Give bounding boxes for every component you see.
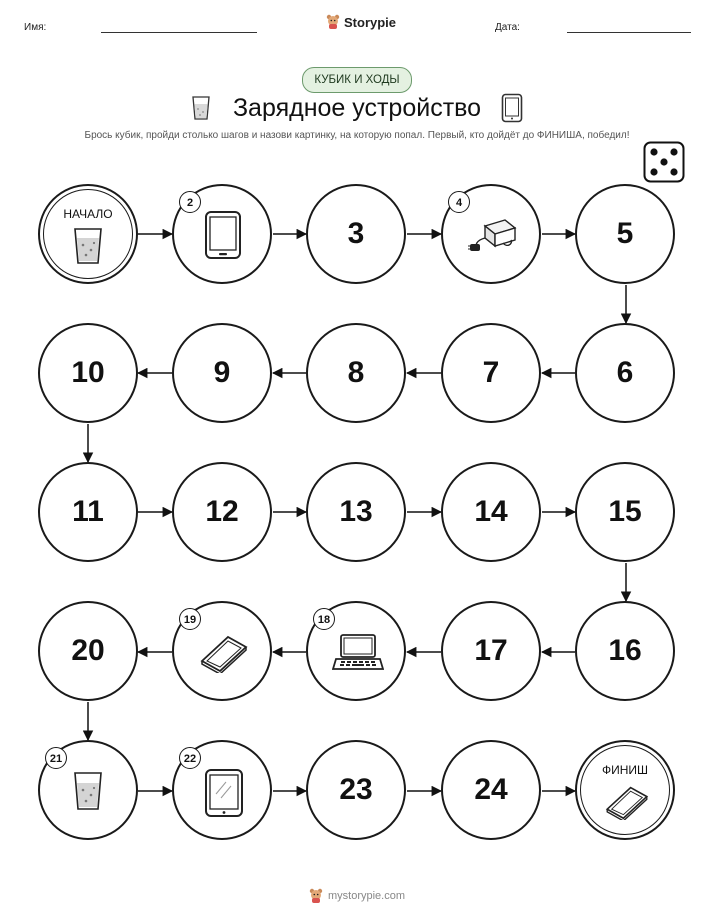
board-cell-15[interactable] bbox=[575, 462, 675, 562]
cell-number: 11 bbox=[72, 495, 104, 528]
board-cell-24[interactable] bbox=[441, 740, 541, 840]
glass-of-water-icon bbox=[72, 226, 104, 266]
cell-badge: 18 bbox=[313, 608, 335, 630]
cell-number: 13 bbox=[339, 495, 373, 528]
tablet-icon bbox=[204, 768, 244, 818]
footer-site-link[interactable]: mystorypie.com bbox=[327, 890, 406, 902]
cell-number: 5 bbox=[616, 217, 634, 250]
board-cell-17[interactable] bbox=[441, 601, 541, 701]
board-cell-8[interactable] bbox=[306, 323, 406, 423]
glass-of-water-icon bbox=[72, 770, 104, 812]
cell-number: 15 bbox=[608, 495, 642, 528]
cell-number: 20 bbox=[71, 634, 105, 667]
cell-badge: 19 bbox=[179, 608, 201, 630]
cell-badge: 4 bbox=[448, 191, 470, 213]
board-cell-finish[interactable] bbox=[575, 740, 675, 840]
board-cell-start[interactable] bbox=[38, 184, 138, 284]
board-cell-20[interactable] bbox=[38, 601, 138, 701]
cell-badge: 22 bbox=[179, 747, 201, 769]
cell-number: 3 bbox=[347, 217, 365, 250]
board-cell-12[interactable] bbox=[172, 462, 272, 562]
board-cell-13[interactable] bbox=[306, 462, 406, 562]
cell-number: 24 bbox=[474, 773, 508, 806]
board-cell-9[interactable] bbox=[172, 323, 272, 423]
board-cell-14[interactable] bbox=[441, 462, 541, 562]
name-label: Имя: bbox=[24, 22, 47, 33]
finish-label: ФИНИШ bbox=[601, 763, 649, 777]
cell-number: 10 bbox=[71, 356, 105, 389]
cell-badge: 21 bbox=[45, 747, 67, 769]
board-cell-3[interactable] bbox=[306, 184, 406, 284]
cell-number: 8 bbox=[347, 356, 365, 389]
brand-name: Storypie bbox=[344, 14, 397, 30]
cell-number: 17 bbox=[474, 634, 508, 667]
cell-badge: 2 bbox=[179, 191, 201, 213]
board-cell-6[interactable] bbox=[575, 323, 675, 423]
cell-number: 12 bbox=[205, 495, 239, 528]
cell-number: 16 bbox=[608, 634, 642, 667]
cell-number: 6 bbox=[616, 356, 634, 389]
cell-number: 14 bbox=[474, 495, 508, 528]
board-cell-23[interactable] bbox=[306, 740, 406, 840]
laptop-icon bbox=[332, 633, 384, 673]
start-label: НАЧАЛО bbox=[63, 207, 113, 221]
board-cell-7[interactable] bbox=[441, 323, 541, 423]
cell-number: 23 bbox=[339, 773, 373, 806]
cell-number: 7 bbox=[482, 356, 500, 389]
board-cell-10[interactable] bbox=[38, 323, 138, 423]
board-cell-11[interactable] bbox=[38, 462, 138, 562]
ebook-reader-icon bbox=[198, 633, 250, 673]
instructions: Брось кубик, пройди столько шагов и назови картинку, на которую попал. Первый, кто дойдёт до ФИНИША, победил! bbox=[84, 130, 630, 141]
ebook-reader-icon bbox=[603, 784, 651, 820]
tablet-icon bbox=[204, 210, 242, 260]
game-tag: КУБИК И ХОДЫ bbox=[302, 67, 412, 93]
footer bbox=[0, 888, 714, 904]
date-label: Дата: bbox=[495, 22, 520, 33]
board-cell-5[interactable] bbox=[575, 184, 675, 284]
cell-number: 9 bbox=[213, 356, 231, 389]
charger-icon bbox=[467, 216, 519, 256]
board-cell-16[interactable] bbox=[575, 601, 675, 701]
bear-logo-icon bbox=[309, 888, 323, 904]
page-title: Зарядное устройство bbox=[232, 94, 482, 122]
